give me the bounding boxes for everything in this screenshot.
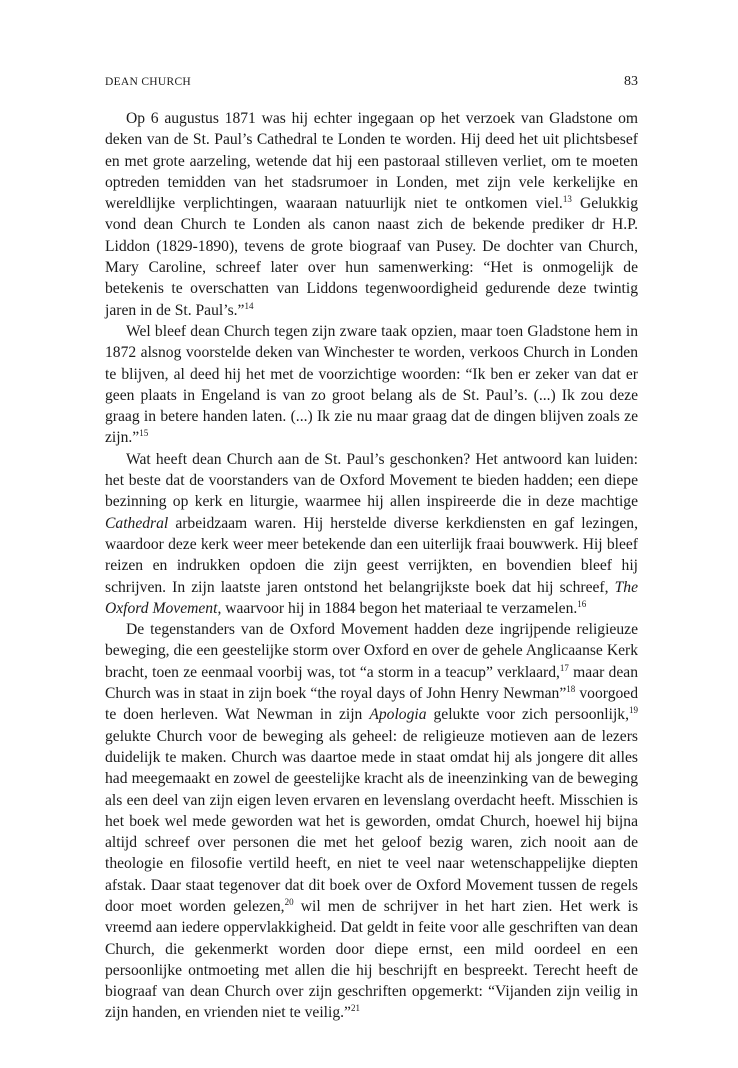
text-run: Gelukkig vond dean Church te Londen als canon naast zich de bekende prediker dr H.P. Liddon (1829-1890), tevens de grote biograaf van Pusey. De dochter van Church, Mary Caroline, schreef later over hun samenwerking: “Het is onmogelijk de betekenis te overschatten van Liddons tegenwoordigheid gedurende deze twintig jaren in de St. Paul’s.”: [105, 195, 639, 319]
book-title: The Oxford Movement: [105, 578, 638, 617]
page-header: [105, 74, 638, 90]
paragraph-1: [105, 108, 638, 321]
footnote-ref-13: 13: [562, 194, 572, 205]
text-run: voorgoed te doen herleven. Wat Newman in zijn: [105, 685, 638, 724]
italic-term: Cathedral: [105, 514, 169, 532]
paragraph-3: [105, 449, 638, 619]
text-run: De tegenstanders van de Oxford Movement hadden deze ingrijpende religieuze beweging, die een geestelijke storm over Oxford en over de gehele Anglicaanse Kerk bracht, toen ze eenmaal voorbij was, tot “a storm in a teacup” verklaard,: [105, 621, 638, 681]
text-run: , waarvoor hij in 1884 begon het materiaal te verzamelen.: [217, 599, 578, 617]
footnote-ref-15: 15: [139, 428, 149, 439]
book-title: Apologia: [369, 706, 427, 724]
text-run: maar dean Church was in staat in zijn boek “the royal days of John Henry Newman”: [105, 663, 638, 703]
text-run: Op 6 augustus 1871 was hij echter ingegaan op het verzoek van Gladstone om deken van de St. Paul’s Cathedral te Londen te worden. Hij deed het uit plichtsbesef en met grote aarzeling, wetende dat hij een pastoraal stilleven verliet, om te moeten optreden temidden van het stadsrumoer in Londen, met zijn vele kerkelijke en wereldlijke verplichtingen, waaraan natuurlijk niet te ontkomen viel.: [105, 110, 638, 213]
footnote-ref-19: 19: [629, 705, 638, 716]
text-run: arbeidzaam waren. Hij herstelde diverse kerkdiensten en gaf lezingen, waardoor deze kerk weer meer betekende dan een uiterlijk fraai bouwwerk. Hij bleef reizen en indrukken opdoen die zijn geest verrijkten, en bovendien bleef hij schrijven. In zijn laatste jaren ontstond het belangrijkste boek dat hij schreef,: [105, 514, 638, 596]
footnote-ref-14: 14: [244, 300, 254, 311]
footnote-ref-17: 17: [559, 662, 569, 673]
text-run: gelukte voor zich persoonlijk,: [426, 706, 629, 724]
body-text: [105, 108, 638, 1024]
footnote-ref-21: 21: [350, 1003, 360, 1014]
text-run: Wel bleef dean Church tegen zijn zware taak opzien, maar toen Gladstone hem in 1872 alsnog voorstelde deken van Winchester te worden, verkoos Church in Londen te blijven, al deed hij het met de voorzichtige woorden: “Ik ben er zeker van dat er geen plaats in Engeland is van zo groot belang als de St. Paul’s. (...) Ik zou deze graag in betere handen laten. (...) Ik zie nu maar graag dat de dingen blijven zoals ze zijn.”: [105, 322, 638, 447]
page-number: 83: [624, 74, 638, 89]
footnote-ref-20: 20: [284, 896, 294, 907]
paragraph-2: [105, 321, 638, 449]
footnote-ref-18: 18: [566, 684, 576, 695]
text-run: Wat heeft dean Church aan de St. Paul’s geschonken? Het antwoord kan luiden: het beste dat de voorstanders van de Oxford Movement te bieden hadden; een diepe bezinning op kerk en liturgie, waarmee hij allen inspireerde die in deze machtige: [105, 450, 638, 511]
paragraph-4: [105, 619, 638, 1024]
footnote-ref-16: 16: [577, 598, 587, 609]
running-head: DEAN CHURCH: [105, 76, 192, 88]
text-run: wil men de schrijver in het hart zien. Het werk is vreemd aan iedere oppervlakkigheid. Dat geldt in feite voor alle geschriften van dean Church, die gekenmerkt worden door diepe ernst, een mild oordeel en een persoonlijke ontmoeting met allen die hij beschrijft en bespreekt. Terecht heeft de biograaf van dean Church over zijn geschriften opgemerkt: “Vijanden zijn veilig in zijn handen, en vrienden niet te veilig.”: [105, 897, 639, 1022]
text-run: gelukte Church voor de beweging als geheel: de religieuze motieven aan de lezers duidelijk te maken. Church was daartoe mede in staat omdat hij als jongere dit alles had meegemaakt en zowel de geestelijke kracht als de ineenzinking van de beweging als een deel van zijn eigen leven ervaren en levenslang overdacht heeft. Misschien is het boek wel mede geworden wat het is geworden, omdat Church, hoewel hij bijna altijd schreef over personen die met het geloof bezig waren, zich nooit aan de theologie en filosofie vertild heeft, en niet te veel naar wetenschappelijke diepten afstak. Daar staat tegenover dat dit boek over de Oxford Movement tussen de regels door moet worden gelezen,: [105, 727, 638, 915]
